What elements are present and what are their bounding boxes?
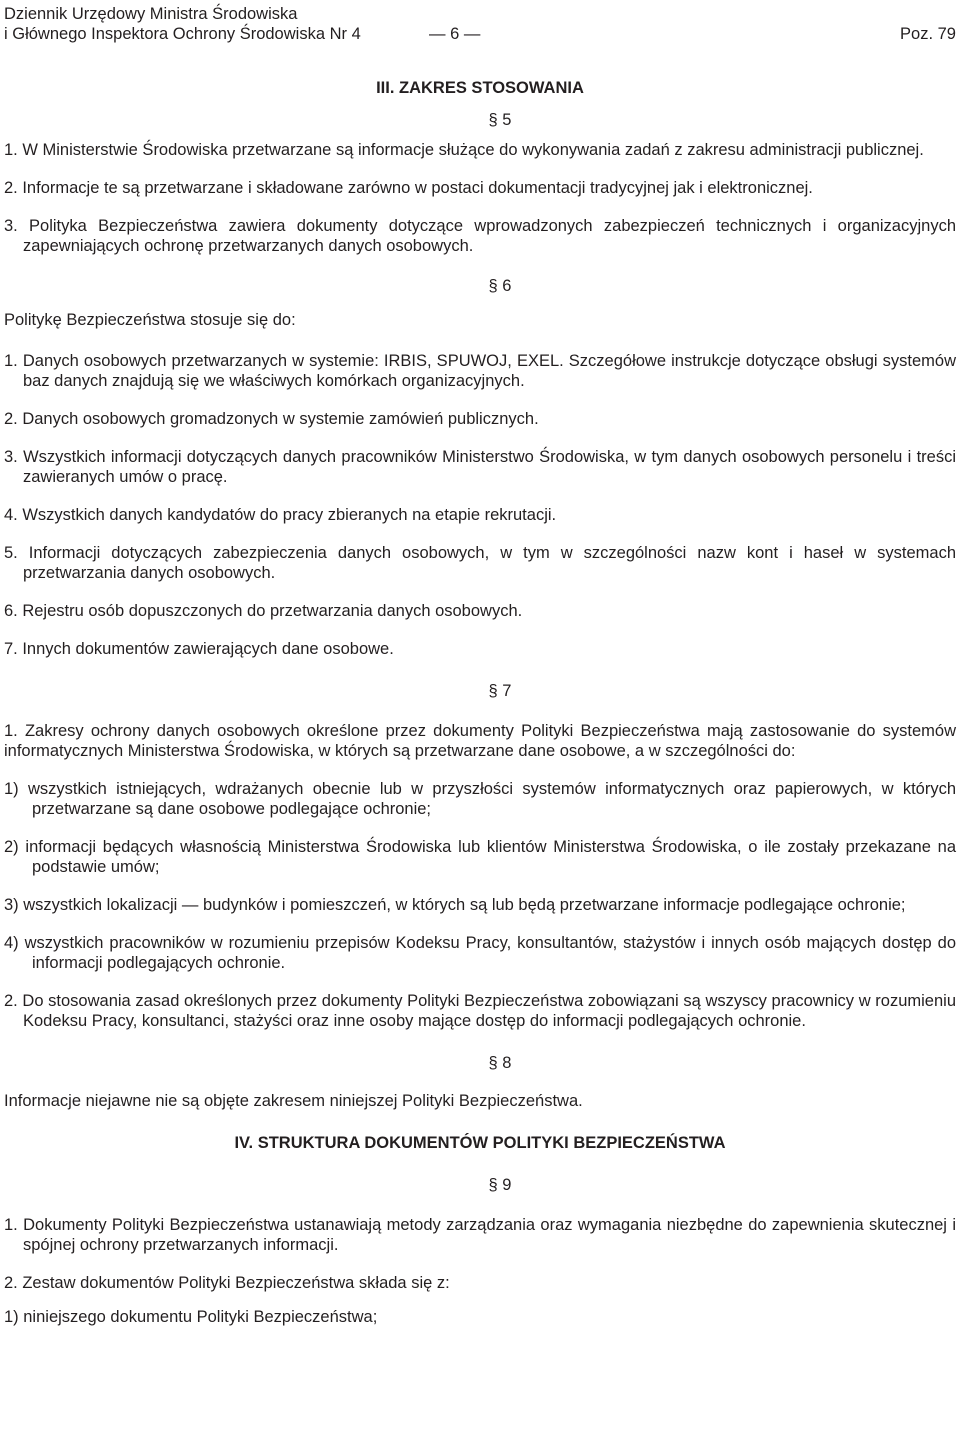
par7-subitem-1: 1) wszystkich istniejących, wdrażanych obecnie lub w przyszłości systemów informatycznych oraz papierowych, w których przetwarzane są dane osobowe podlegające ochronie; — [4, 780, 956, 818]
page-number: — 6 — — [429, 25, 481, 43]
par6-item-7: 7. Innych dokumentów zawierających dane osobowe. — [4, 640, 394, 658]
par7-subitem-4: 4) wszystkich pracowników w rozumieniu przepisów Kodeksu Pracy, konsultantów, stażystów i innych osób mających dostęp do informacji podlegających ochronie. — [4, 934, 956, 972]
section-title-iii: III. ZAKRES STOSOWANIA — [376, 79, 584, 97]
paragraph-symbol-7: § 7 — [488, 682, 512, 700]
paragraph-symbol-8: § 8 — [488, 1054, 512, 1072]
par5-item-2: 2. Informacje te są przetwarzane i składowane zarówno w postaci dokumentacji tradycyjnej jak i elektronicznej. — [4, 179, 813, 197]
journal-title-line1: Dziennik Urzędowy Ministra Środowiska — [4, 5, 298, 23]
par6-item-1: 1. Danych osobowych przetwarzanych w systemie: IRBIS, SPUWOJ, EXEL. Szczegółowe instrukcje dotyczące obsługi systemów baz danych znajdują się we właściwych komórkach organizacyjnych. — [4, 352, 956, 390]
par9-item-2: 2. Zestaw dokumentów Polityki Bezpieczeństwa składa się z: — [4, 1274, 450, 1292]
par7-subitem-3: 3) wszystkich lokalizacji — budynków i pomieszczeń, w których są lub będą przetwarzane informacje podlegające ochronie; — [4, 896, 906, 914]
par7-item-1: 1. Zakresy ochrony danych osobowych określone przez dokumenty Polityki Bezpieczeństwa mają zastosowanie do systemów informatycznych Ministerstwa Środowiska, w których są przetwarzane dane osobowe, a w szczególności do: — [4, 722, 956, 760]
page-header — [4, 4, 956, 44]
par5-item-1: 1. W Ministerstwie Środowiska przetwarzane są informacje służące do wykonywania zadań z zakresu administracji publicznej. — [4, 141, 924, 159]
document-body — [4, 78, 956, 1327]
par5-item-3: 3. Polityka Bezpieczeństwa zawiera dokumenty dotyczące wprowadzonych zabezpieczeń technicznych i organizacyjnych zapewniających ochronę przetwarzanych danych osobowych. — [4, 217, 956, 255]
par9-subitem-1: 1) niniejszego dokumentu Polityki Bezpieczeństwa; — [4, 1308, 378, 1326]
par6-intro: Politykę Bezpieczeństwa stosuje się do: — [4, 311, 296, 329]
par6-item-3: 3. Wszystkich informacji dotyczących danych pracowników Ministerstwo Środowiska, w tym danych osobowych personelu i treści zawieranych umów o pracę. — [4, 448, 956, 486]
par9-item-1: 1. Dokumenty Polityki Bezpieczeństwa ustanawiają metody zarządzania oraz wymagania niezbędne do zapewnienia skutecznej i spójnej ochrony przetwarzanych informacji. — [4, 1216, 956, 1254]
journal-title-line2: i Głównego Inspektora Ochrony Środowiska Nr 4 — [4, 25, 361, 43]
paragraph-symbol-5: § 5 — [488, 111, 512, 129]
paragraph-symbol-6: § 6 — [488, 277, 512, 295]
section-title-iv: IV. STRUKTURA DOKUMENTÓW POLITYKI BEZPIECZEŃSTWA — [234, 1134, 726, 1152]
position-number: Poz. 79 — [900, 25, 956, 43]
par6-item-2: 2. Danych osobowych gromadzonych w systemie zamówień publicznych. — [4, 410, 539, 428]
par7-subitem-2: 2) informacji będących własnością Ministerstwa Środowiska lub klientów Ministerstwa Środowiska, o ile zostały przekazane na podstawie umów; — [4, 838, 956, 876]
par7-item-2: 2. Do stosowania zasad określonych przez dokumenty Polityki Bezpieczeństwa zobowiązani są wszyscy pracownicy w rozumieniu Kodeksu Pracy, konsultanci, stażyści oraz inne osoby mające dostęp do informacji podlegających ochronie. — [4, 992, 956, 1030]
par6-item-5: 5. Informacji dotyczących zabezpieczenia danych osobowych, w tym w szczególności nazw kont i haseł w systemach przetwarzania danych osobowych. — [4, 544, 956, 582]
journal-title — [4, 4, 361, 44]
par6-item-6: 6. Rejestru osób dopuszczonych do przetwarzania danych osobowych. — [4, 602, 523, 620]
par8-text: Informacje niejawne nie są objęte zakresem niniejszej Polityki Bezpieczeństwa. — [4, 1092, 583, 1110]
par6-item-4: 4. Wszystkich danych kandydatów do pracy zbieranych na etapie rekrutacji. — [4, 506, 557, 524]
paragraph-symbol-9: § 9 — [488, 1176, 512, 1194]
